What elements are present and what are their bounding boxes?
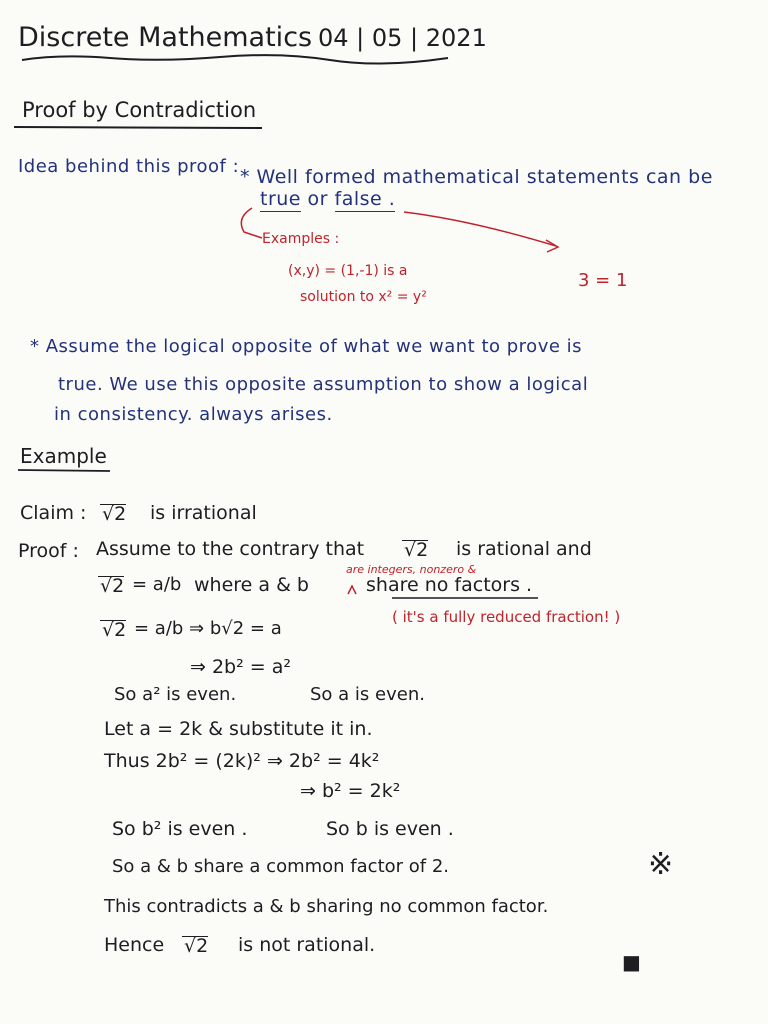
- line-2-sqrt: √2: [100, 575, 125, 597]
- claim-text: is irrational: [150, 502, 257, 524]
- contradiction-symbol: ※: [648, 847, 674, 882]
- claim-label: Claim :: [20, 502, 87, 524]
- line-9a: So b² is even .: [112, 818, 248, 840]
- idea-bullet-2-line-3: in consistency. always arises.: [54, 404, 333, 425]
- line-9b: So b is even .: [326, 818, 454, 840]
- claim-sqrt-two: √2: [102, 503, 127, 525]
- line-10: So a & b share a common factor of 2.: [112, 856, 450, 877]
- line-4: ⇒ 2b² = a²: [190, 656, 291, 678]
- line-5b: So a is even.: [310, 684, 425, 705]
- proof-label: Proof :: [18, 540, 79, 562]
- line-8: ⇒ b² = 2k²: [300, 780, 401, 802]
- examples-label: Examples :: [262, 231, 340, 247]
- line-6: Let a = 2k & substitute it in.: [104, 718, 373, 740]
- proof-line-1-sqrt: √2: [404, 539, 429, 561]
- arrow-to-false-example: [404, 212, 556, 246]
- fully-reduced-note: ( it's a fully reduced fraction! ): [392, 608, 621, 626]
- line-11: This contradicts a & b sharing no common factor.: [104, 896, 549, 917]
- line-2-share: share no factors .: [366, 574, 533, 596]
- qed-symbol: ■: [622, 950, 641, 974]
- line-7: Thus 2b² = (2k)² ⇒ 2b² = 4k²: [104, 750, 380, 772]
- insert-caret: [348, 586, 356, 594]
- line-12-rest: is not rational.: [238, 934, 376, 956]
- example-a-line-2: solution to x² = y²: [300, 289, 427, 305]
- date: 04 | 05 | 2021: [318, 24, 487, 52]
- false-word: false .: [334, 188, 396, 210]
- line-2-where: where a & b: [194, 574, 309, 596]
- line-12-sqrt: √2: [184, 935, 209, 957]
- line-12-hence: Hence: [104, 934, 165, 956]
- true-word: true: [260, 188, 301, 210]
- title-underline: [22, 55, 448, 63]
- line-2-eq: = a/b: [132, 574, 182, 595]
- idea-bullet-2-line-2: true. We use this opposite assumption to show a logical: [58, 374, 589, 395]
- idea-label: Idea behind this proof :: [18, 156, 240, 177]
- line-5a: So a² is even.: [114, 684, 237, 705]
- section-heading: Proof by Contradiction: [22, 98, 257, 122]
- idea-bullet-2-line-1: * Assume the logical opposite of what we want to prove is: [30, 336, 583, 357]
- example-a-line-1: (x,y) = (1,-1) is a: [288, 263, 408, 279]
- example-heading: Example: [20, 444, 107, 468]
- insert-note: are integers, nonzero &: [346, 563, 477, 576]
- example-b: 3 = 1: [578, 270, 628, 291]
- example-underline: [18, 470, 110, 471]
- line-3-eq: = a/b ⇒ b√2 = a: [134, 618, 282, 639]
- arrow-to-examples: [241, 208, 262, 238]
- idea-bullet-1-line-1: * Well formed mathematical statements can be: [240, 166, 713, 188]
- or-word: or: [307, 188, 328, 210]
- proof-line-1b: is rational and: [456, 538, 592, 560]
- page-title: Discrete Mathematics: [18, 22, 313, 53]
- heading-underline: [14, 127, 262, 128]
- proof-line-1a: Assume to the contrary that: [96, 538, 365, 560]
- line-3-sqrt: √2: [102, 619, 127, 641]
